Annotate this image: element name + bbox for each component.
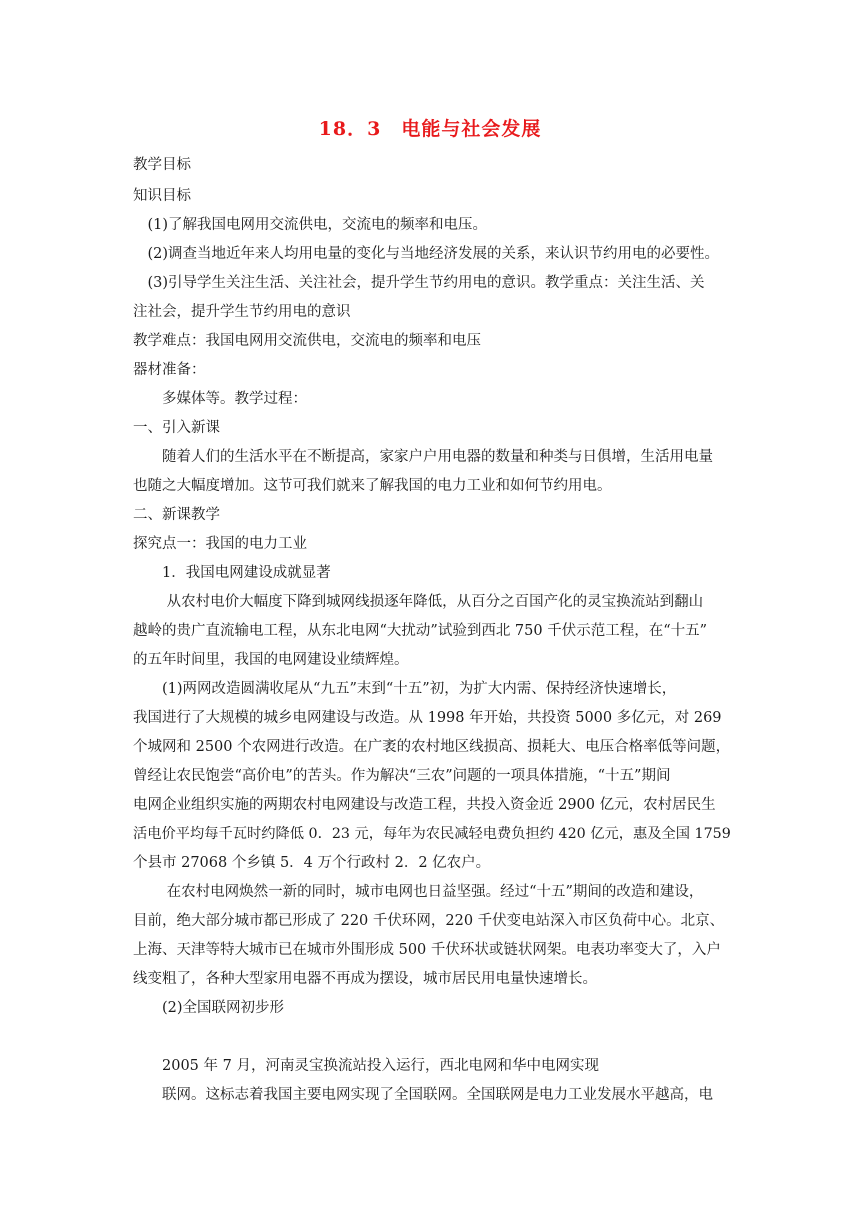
text-line: 我国进行了大规模的城乡电网建设与改造。从 1998 年开始，共投资 5000 多亿元，对 269 bbox=[133, 710, 722, 726]
text-line: 线变粗了，各种大型家用电器不再成为摆设，城市居民用电量快速增长。 bbox=[133, 971, 597, 987]
text-line: 在农村电网焕然一新的同时，城市电网也日益坚强。经过“十五”期间的改造和建设， bbox=[133, 884, 704, 900]
text-line: (2)全国联网初步形 bbox=[133, 1000, 285, 1016]
text-line: 教学难点：我国电网用交流供电，交流电的频率和电压 bbox=[133, 333, 481, 349]
text-line: 个县市 27068 个乡镇 5．4 万个行政村 2．2 亿农户。 bbox=[133, 855, 491, 871]
text-line: 随着人们的生活水平在不断提高，家家户户用电器的数量和种类与日俱增，生活用电量 bbox=[133, 449, 713, 465]
text-line: (2)调查当地近年来人均用电量的变化与当地经济发展的关系，来认识节约用电的必要性。 bbox=[133, 246, 720, 262]
text-line: 也随之大幅度增加。这节可我们就来了解我国的电力工业和如何节约用电。 bbox=[133, 478, 612, 494]
text-line: 器材准备： bbox=[133, 362, 206, 378]
text-line: 二、新课教学 bbox=[133, 507, 220, 523]
text-line: 活电价平均每千瓦时约降低 0．23 元，每年为农民减轻电费负担约 420 亿元，惠及全国 1759 bbox=[133, 826, 731, 842]
text-line: 曾经让农民饱尝“高价电”的苦头。作为解决“三农”问题的一项具体措施，“十五”期间 bbox=[133, 768, 671, 784]
text-line: 联网。这标志着我国主要电网实现了全国联网。全国联网是电力工业发展水平越高，电 bbox=[133, 1087, 713, 1103]
text-line: 2005 年 7 月，河南灵宝换流站投入运行，西北电网和华中电网实现 bbox=[133, 1058, 599, 1074]
text-line: 目前，绝大部分城市都已形成了 220 千伏环网，220 千伏变电站深入市区负荷中心。北京、 bbox=[133, 913, 725, 929]
text-line: 注社会，提升学生节约用电的意识 bbox=[133, 304, 351, 320]
text-line: 探究点一：我国的电力工业 bbox=[133, 536, 307, 552]
text-line: 知识目标 bbox=[133, 188, 191, 204]
text-line: 越岭的贵广直流输电工程，从东北电网“大扰动”试验到西北 750 千伏示范工程，在“十五” bbox=[133, 623, 708, 639]
text-line: 上海、天津等特大城市已在城市外围形成 500 千伏环状或链状网架。电表功率变大了，入户 bbox=[133, 942, 721, 958]
text-line: 多媒体等。教学过程： bbox=[133, 391, 307, 407]
text-line: (1)两网改造圆满收尾从“九五”末到“十五”初，为扩大内需、保持经济快速增长， bbox=[133, 681, 677, 697]
text-line: 的五年时间里，我国的电网建设业绩辉煌。 bbox=[133, 652, 409, 668]
text-line: 一、引入新课 bbox=[133, 420, 220, 436]
text-line: 个城网和 2500 个农网进行改造。在广袤的农村地区线损高、损耗大、电压合格率低等问题， bbox=[133, 739, 731, 755]
text-line: 电网企业组织实施的两期农村电网建设与改造工程，共投入资金近 2900 亿元，农村居民生 bbox=[133, 797, 716, 813]
text-line: (3)引导学生关注生活、关注社会，提升学生节约用电的意识。教学重点：关注生活、关 bbox=[133, 275, 705, 291]
text-line: 从农村电价大幅度下降到城网线损逐年降低，从百分之百国产化的灵宝换流站到翻山 bbox=[133, 594, 704, 610]
text-line: (1)了解我国电网用交流供电，交流电的频率和电压。 bbox=[133, 217, 488, 233]
text-line: 1．我国电网建设成就显著 bbox=[133, 565, 331, 581]
text-line: 教学目标 bbox=[133, 157, 191, 173]
document-title: 18．3 电能与社会发展 bbox=[318, 118, 542, 140]
